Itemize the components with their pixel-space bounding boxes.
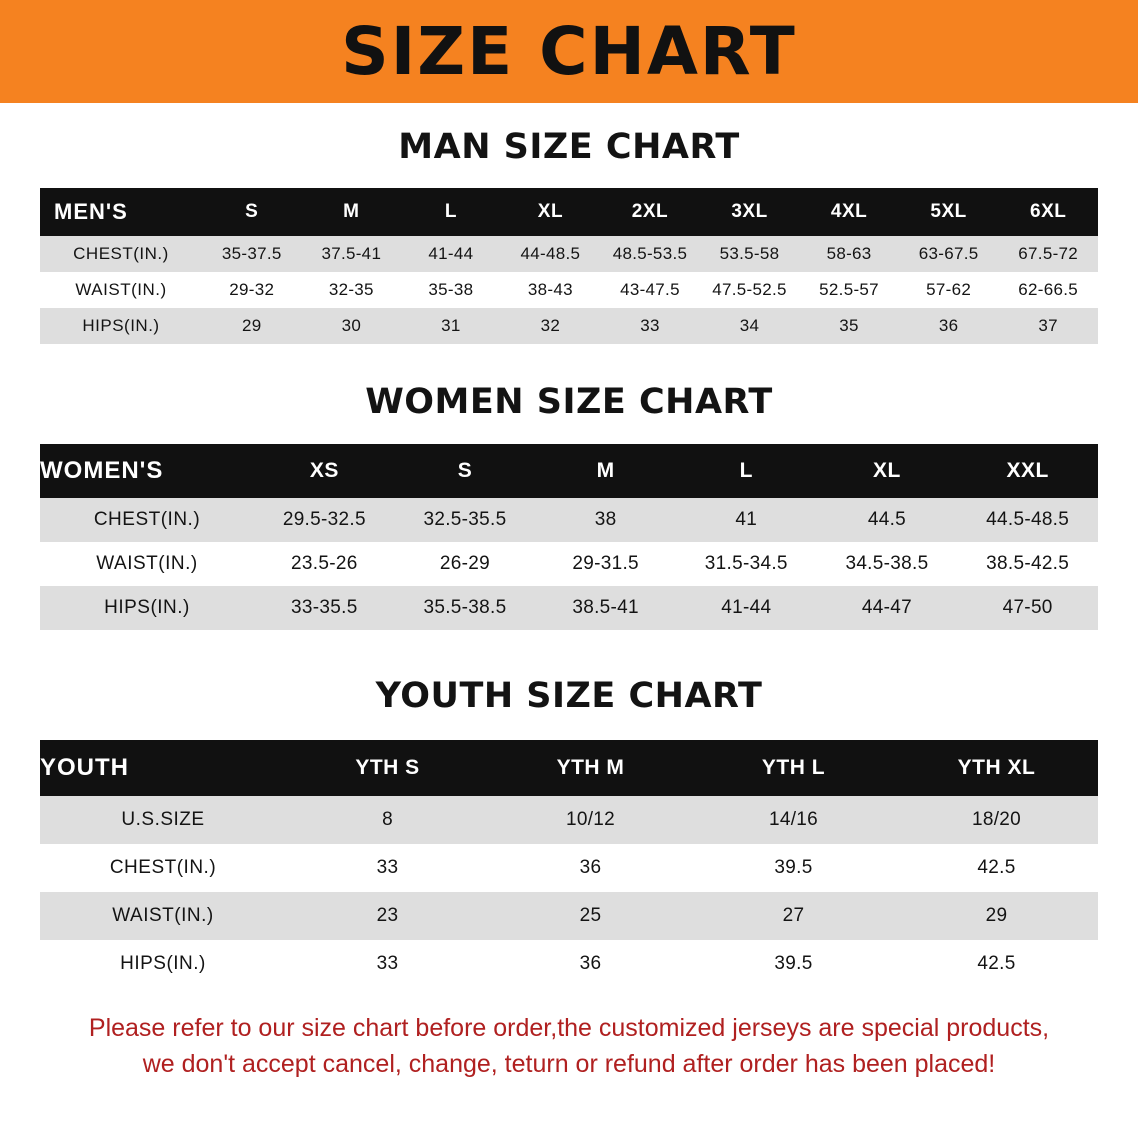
table-row: [40, 236, 1098, 272]
row-label: CHEST(IN.): [40, 844, 286, 892]
table-cell: 33: [286, 844, 489, 892]
men-size-table: [40, 188, 1098, 344]
table-cell: 18/20: [895, 796, 1098, 844]
note-line-1: Please refer to our size chart before order,the customized jerseys are special products,: [88, 1014, 1050, 1042]
youth-table-wrapper: [40, 740, 1098, 988]
column-header: XS: [254, 444, 395, 498]
column-header: 2XL: [600, 188, 700, 236]
table-cell: 31: [401, 308, 501, 344]
table-cell: 44.5-48.5: [957, 498, 1098, 542]
table-cell: 33: [286, 940, 489, 988]
table-row: [40, 542, 1098, 586]
column-header: YTH M: [489, 740, 692, 796]
table-row: [40, 940, 1098, 988]
order-policy-note: [38, 1010, 1100, 1083]
row-label: WAIST(IN.): [40, 542, 254, 586]
table-cell: 37.5-41: [302, 236, 402, 272]
column-header: 4XL: [799, 188, 899, 236]
table-row: [40, 892, 1098, 940]
table-row: [40, 498, 1098, 542]
table-cell: 35-37.5: [202, 236, 302, 272]
table-row: [40, 272, 1098, 308]
table-cell: 44.5: [817, 498, 958, 542]
table-cell: 36: [489, 940, 692, 988]
table-row: [40, 586, 1098, 630]
column-header: XL: [501, 188, 601, 236]
table-cell: 38.5-41: [535, 586, 676, 630]
page-title: SIZE CHART: [341, 12, 797, 90]
column-header: L: [676, 444, 817, 498]
column-header: XL: [817, 444, 958, 498]
table-cell: 57-62: [899, 272, 999, 308]
table-row: [40, 844, 1098, 892]
table-cell: 39.5: [692, 844, 895, 892]
column-header: M: [302, 188, 402, 236]
table-cell: 39.5: [692, 940, 895, 988]
column-header: YTH S: [286, 740, 489, 796]
table-header-row: [40, 444, 1098, 498]
row-label: WAIST(IN.): [40, 272, 202, 308]
table-cell: 29-31.5: [535, 542, 676, 586]
table-cell: 42.5: [895, 940, 1098, 988]
women-size-table: [40, 444, 1098, 630]
column-header: YTH XL: [895, 740, 1098, 796]
table-cell: 25: [489, 892, 692, 940]
table-cell: 43-47.5: [600, 272, 700, 308]
table-cell: 62-66.5: [998, 272, 1098, 308]
youth-section-title: YOUTH SIZE CHART: [375, 676, 763, 716]
table-cell: 58-63: [799, 236, 899, 272]
table-cell: 29: [895, 892, 1098, 940]
table-cell: 33: [600, 308, 700, 344]
row-label: U.S.SIZE: [40, 796, 286, 844]
table-cell: 42.5: [895, 844, 1098, 892]
table-cell: 34: [700, 308, 800, 344]
row-label: WAIST(IN.): [40, 892, 286, 940]
men-section-title: MAN SIZE CHART: [398, 127, 740, 167]
table-cell: 67.5-72: [998, 236, 1098, 272]
table-cell: 41-44: [401, 236, 501, 272]
table-row: [40, 796, 1098, 844]
table-cell: 29-32: [202, 272, 302, 308]
men-table-wrapper: [40, 188, 1098, 344]
table-cell: 41: [676, 498, 817, 542]
table-cell: 8: [286, 796, 489, 844]
table-cell: 35.5-38.5: [395, 586, 536, 630]
table-cell: 32.5-35.5: [395, 498, 536, 542]
table-cell: 38.5-42.5: [957, 542, 1098, 586]
table-cell: 44-47: [817, 586, 958, 630]
table-cell: 14/16: [692, 796, 895, 844]
table-cell: 26-29: [395, 542, 536, 586]
table-cell: 41-44: [676, 586, 817, 630]
row-label: CHEST(IN.): [40, 236, 202, 272]
table-cell: 53.5-58: [700, 236, 800, 272]
column-header: 3XL: [700, 188, 800, 236]
table-cell: 29.5-32.5: [254, 498, 395, 542]
row-label: HIPS(IN.): [40, 308, 202, 344]
table-cell: 47.5-52.5: [700, 272, 800, 308]
column-header: YOUTH: [40, 740, 286, 796]
note-line-2: we don't accept cancel, change, teturn or refund after order has been placed!: [142, 1050, 996, 1079]
column-header: M: [535, 444, 676, 498]
table-cell: 38-43: [501, 272, 601, 308]
table-cell: 32-35: [302, 272, 402, 308]
table-cell: 34.5-38.5: [817, 542, 958, 586]
table-header-row: [40, 188, 1098, 236]
table-cell: 10/12: [489, 796, 692, 844]
column-header: S: [202, 188, 302, 236]
table-cell: 23.5-26: [254, 542, 395, 586]
column-header: 5XL: [899, 188, 999, 236]
column-header: YTH L: [692, 740, 895, 796]
table-cell: 35: [799, 308, 899, 344]
column-header: L: [401, 188, 501, 236]
table-cell: 35-38: [401, 272, 501, 308]
women-table-wrapper: [40, 444, 1098, 630]
column-header: WOMEN'S: [40, 444, 254, 498]
table-cell: 52.5-57: [799, 272, 899, 308]
table-header-row: [40, 740, 1098, 796]
table-cell: 30: [302, 308, 402, 344]
table-row: [40, 308, 1098, 344]
row-label: HIPS(IN.): [40, 586, 254, 630]
women-section-title: WOMEN SIZE CHART: [365, 382, 773, 422]
table-cell: 36: [899, 308, 999, 344]
youth-size-table: [40, 740, 1098, 988]
table-cell: 23: [286, 892, 489, 940]
page-banner: [0, 0, 1138, 103]
table-cell: 63-67.5: [899, 236, 999, 272]
table-cell: 31.5-34.5: [676, 542, 817, 586]
column-header: 6XL: [998, 188, 1098, 236]
column-header: S: [395, 444, 536, 498]
table-cell: 36: [489, 844, 692, 892]
row-label: CHEST(IN.): [40, 498, 254, 542]
row-label: HIPS(IN.): [40, 940, 286, 988]
table-cell: 27: [692, 892, 895, 940]
column-header: MEN'S: [40, 188, 202, 236]
table-cell: 29: [202, 308, 302, 344]
table-cell: 32: [501, 308, 601, 344]
table-cell: 33-35.5: [254, 586, 395, 630]
table-cell: 47-50: [957, 586, 1098, 630]
table-cell: 44-48.5: [501, 236, 601, 272]
table-cell: 37: [998, 308, 1098, 344]
column-header: XXL: [957, 444, 1098, 498]
table-cell: 38: [535, 498, 676, 542]
table-cell: 48.5-53.5: [600, 236, 700, 272]
